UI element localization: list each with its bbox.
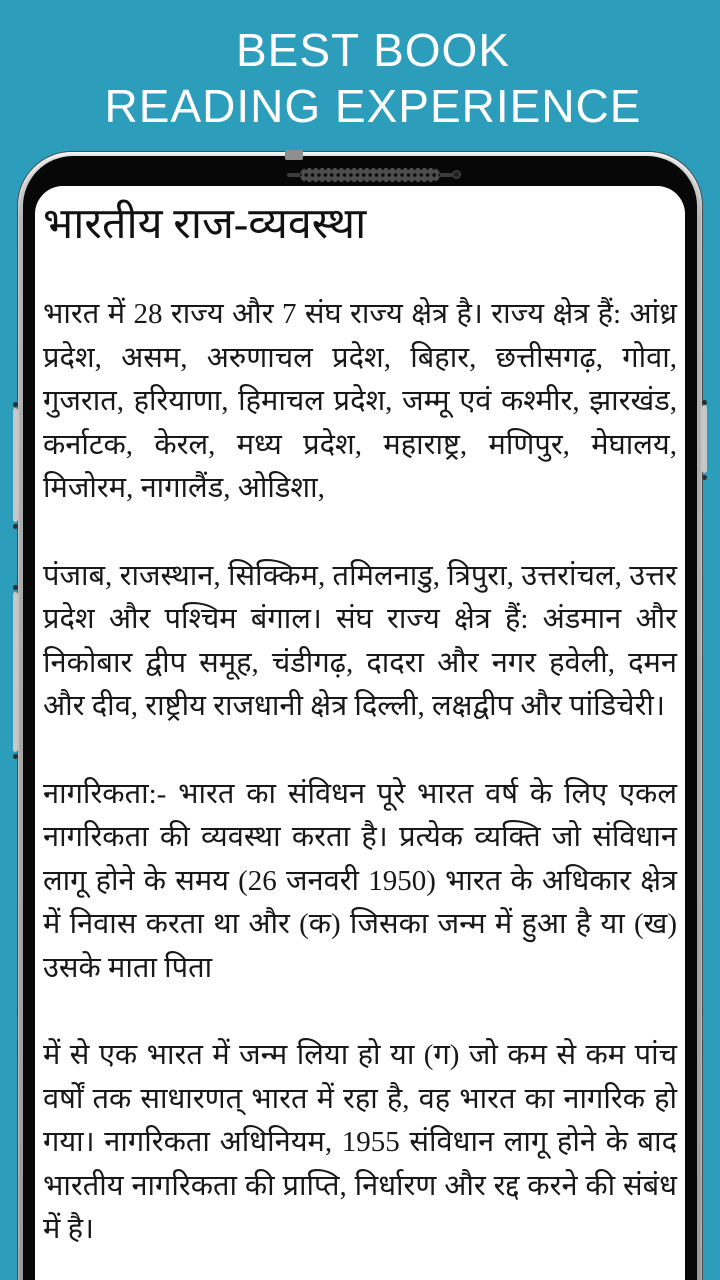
right-rim-seam — [702, 475, 707, 480]
phone-frame — [18, 152, 702, 1280]
left-rim-seam — [13, 402, 18, 407]
front-camera-icon — [452, 170, 461, 179]
phone-bezel — [23, 156, 697, 1280]
banner-line-1: BEST BOOK — [235, 24, 511, 76]
volume-down-button — [13, 592, 18, 752]
antenna-notch — [285, 150, 303, 160]
left-rim-seam — [13, 585, 18, 590]
power-button — [702, 405, 707, 473]
banner-line-2: READING EXPERIENCE — [104, 80, 642, 132]
volume-up-button — [13, 408, 18, 522]
paragraph-citizenship-2: में से एक भारत में जन्म लिया हो या (ग) जो कम से कम पांच वर्षों तक साधारणत् भारत में रहा है, वह भारत का नागरिक हो गया। नागरिकता अधिनियम, 1955 संविधान लागू होने के बाद भारतीय नागरिकता की प्राप्ति, निर्धारण और रद्द करने की संबंध में है। — [43, 1039, 677, 1246]
left-rim-seam — [13, 754, 18, 759]
paragraph-union-territories: पंजाब, राजस्थान, सिक्किम, तमिलनाडु, त्रिपुरा, उत्तरांचल, उत्तर प्रदेश और पश्चिम बंगाल। संघ राज्य क्षेत्र हैं: अंडमान और निकोबार द्वीप समूह, चंडीगढ़, दादरा और नगर हवेली, दमन और दीव, राष्ट्रीय राजधानी क्षेत्र दिल्ली, लक्षद्वीप और पांडिचेरी। — [43, 559, 677, 723]
promo-banner — [0, 22, 720, 134]
reading-screen[interactable] — [35, 186, 685, 1280]
paragraph-states-list: भारत में 28 राज्य और 7 संघ राज्य क्षेत्र है। राज्य क्षेत्र हैं: आंध्र प्रदेश, असम, अरुणाचल प्रदेश, बिहार, छत्तीसगढ़, गोवा, गुजरात, हरियाणा, हिमाचल प्रदेश, जम्मू एवं कश्मीर, झारखंड, कर्नाटक, केरल, मध्य प्रदेश, महाराष्ट्र, मणिपुर, मेघालय, मिजोरम, नागालैंड, ओडिशा, — [43, 298, 677, 505]
left-rim-seam — [13, 524, 18, 529]
right-rim-seam — [702, 400, 707, 405]
article-title: भारतीय राज-व्यवस्था — [43, 201, 367, 248]
paragraph-citizenship-1: नागरिकता:- भारत का संविधन पूरे भारत वर्ष के लिए एकल नागरिकता की व्यवस्था करता है। प्रत्येक व्यक्ति जो संविधान लागू होने के समय (26 जनवरी 1950) भारत के अधिकार क्षेत्र में निवास करता था और (क) जिसका जन्म में हुआ है या (ख) उसके माता पिता — [43, 777, 677, 984]
speaker-grille-icon — [300, 168, 440, 182]
